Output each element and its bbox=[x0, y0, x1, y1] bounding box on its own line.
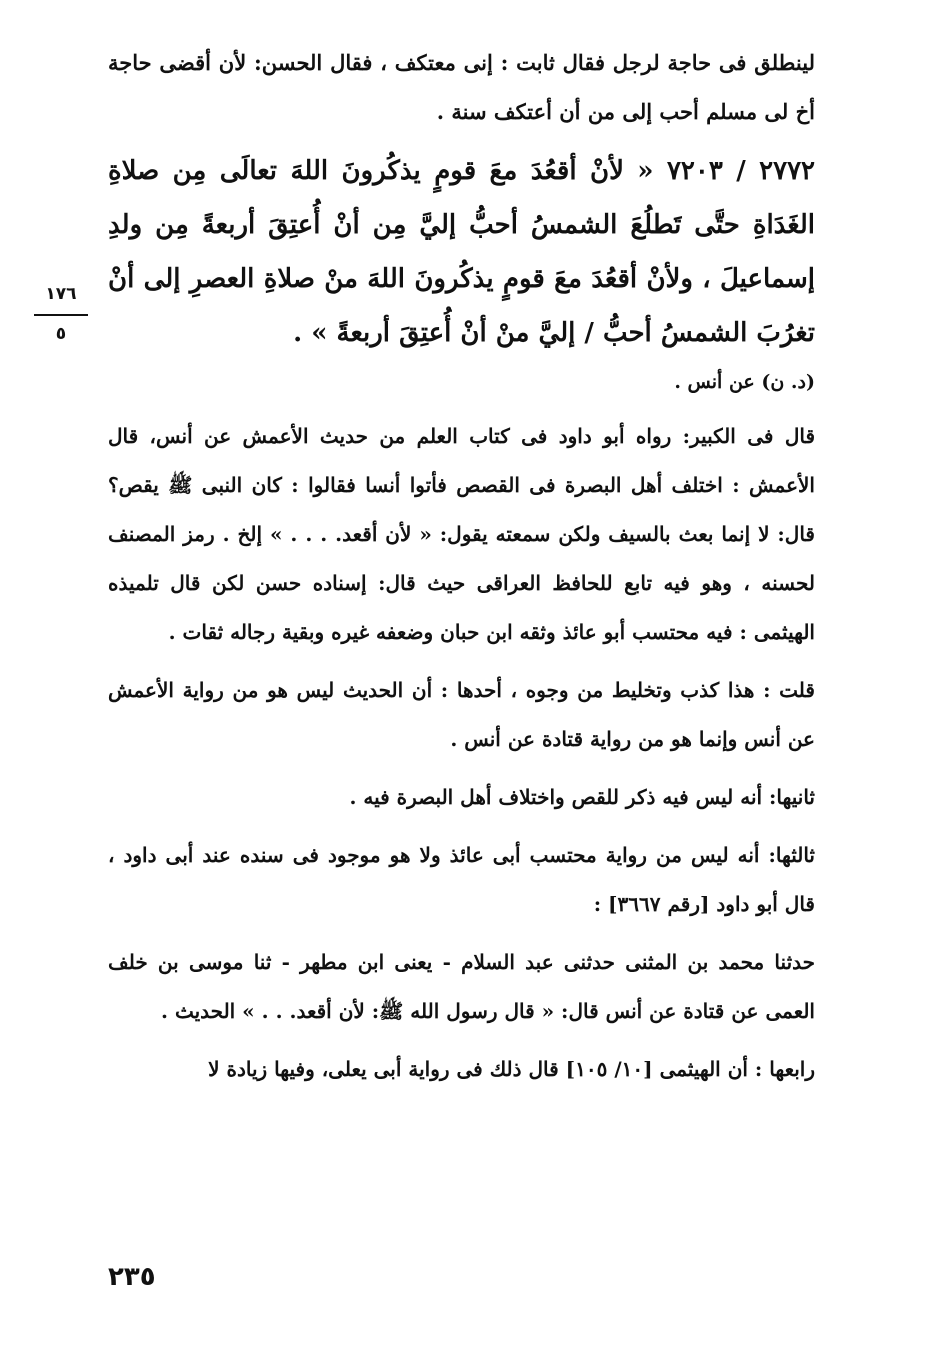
hadith-sources: (د. ن) عن أنس . bbox=[674, 371, 815, 393]
commentary-paragraph: ثالثها: أنه ليس من رواية محتسب أبى عائذ ولا هو موجود فى سنده عند أبى داود ، قال أبو داود [رقم ٣٦٦٧] : bbox=[108, 843, 815, 916]
margin-divider bbox=[34, 314, 88, 316]
hadith-text: ٢٧٧٢ / ٧٢٠٣ « لأنْ أقعُدَ معَ قومٍ يذكُرونَ اللهَ تعالَى مِن صلاةِ الغَدَاةِ حتَّى تَطلُعَ الشمسُ أحبُّ إليَّ مِن أنْ أُعتِقَ أربعةً مِن ولدِ إسماعيلَ ، ولأنْ أقعُدَ معَ قومٍ يذكُرونَ اللهَ منْ صلاةِ العصرِ إلى أنْ تغرُبَ الشمسُ أحبُّ / إليَّ منْ أنْ أُعتِقَ أربعةً » . bbox=[108, 156, 815, 348]
margin-part-number: ٥ bbox=[55, 324, 67, 344]
commentary-paragraph: ثانيها: أنه ليس فيه ذكر للقص واختلاف أهل البصرة فيه . bbox=[349, 785, 815, 809]
commentary-paragraph: حدثنا محمد بن المثنى حدثنى عبد السلام - يعنى ابن مطهر - ثنا موسى بن خلف العمى عن قتادة عن أنس قال: « قال رسول الله ﷺ: لأن أقعد. . . » الحديث . bbox=[108, 950, 815, 1023]
commentary-paragraph: قلت : هذا كذب وتخليط من وجوه ، أحدها : أن الحديث ليس هو من رواية الأعمش عن أنس وإنما هو من رواية قتادة عن أنس . bbox=[108, 678, 815, 751]
commentary-paragraph: رابعها : أن الهيثمى [١٠/ ١٠٥] قال ذلك فى رواية أبى يعلى، وفيها زيادة لا bbox=[208, 1057, 815, 1081]
commentary bbox=[108, 412, 815, 1103]
margin-reference bbox=[34, 282, 88, 346]
margin-volume-number: ١٧٦ bbox=[45, 284, 77, 304]
intro-paragraph: لينطلق فى حاجة لرجل فقال ثابت : إنى معتكف ، فقال الحسن: لأن أقضى حاجة أخ لى مسلم أحب إلى من أن أعتكف سنة . bbox=[108, 50, 815, 124]
page-number: ٢٣٥ bbox=[108, 1262, 156, 1292]
commentary-paragraph: قال فى الكبير: رواه أبو داود فى كتاب العلم من حديث الأعمش عن أنس، قال الأعمش : اختلف أهل البصرة فى القصص فأتوا أنسا فقالوا : كان النبى ﷺ يقص؟ قال: لا إنما بعث بالسيف ولكن سمعته يقول: « لأن أقعد. . . . » إلخ . رمز المصنف لحسنه ، وهو فيه تابع للحافظ العراقى حيث قال: إسناده حسن لكن قال تلميذه الهيثمى : فيه محتسب أبو عائذ وثقه ابن حبان وضعفه غيره وبقية رجاله ثقات . bbox=[108, 424, 815, 644]
